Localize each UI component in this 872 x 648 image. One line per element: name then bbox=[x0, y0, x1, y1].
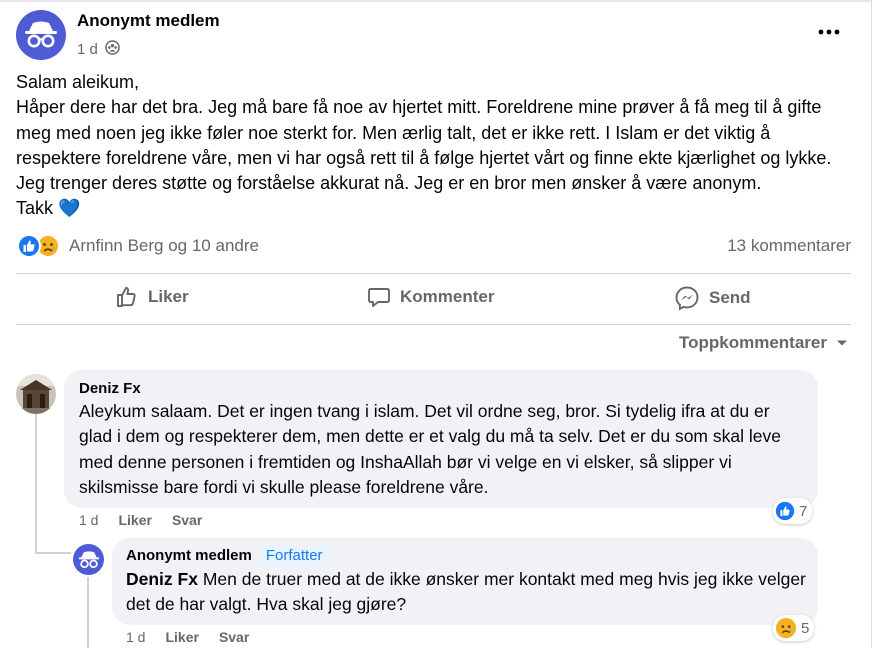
author-badge: Forfatter bbox=[261, 545, 328, 566]
thumbs-up-icon bbox=[115, 285, 139, 309]
reaction-count: 5 bbox=[801, 619, 810, 637]
post-paragraph: Takk 💙 bbox=[16, 198, 81, 219]
send-label: Send bbox=[709, 288, 751, 307]
incognito-icon bbox=[78, 551, 100, 569]
comment-like-button[interactable]: Liker bbox=[118, 512, 152, 528]
comment-bubble-icon bbox=[367, 285, 391, 309]
post-paragraph: Håper dere har det bra. Jeg må bare få noe av hjertet mitt. Foreldrene mine prøver å få meg til å gifte meg med noen jeg ikke føler noe sterkt for. Men ærlig talt, det er ikke rett. I Islam er det viktig å respektere foreldrene våre, men vi har også rett til å følge hjertet vårt og finne ekte kjærlighet og lykke. Jeg trenger deres støtte og forståelse akkurat nå. Jeg er en bror men ønsker å være anonym. bbox=[16, 97, 832, 194]
comment-reply-button[interactable]: Svar bbox=[171, 512, 203, 528]
divider bbox=[16, 324, 851, 325]
reply-like-button[interactable]: Liker bbox=[165, 629, 199, 645]
reaction-names[interactable]: Arnfinn Berg og 10 andre bbox=[69, 236, 259, 255]
post-meta bbox=[77, 40, 120, 59]
post-time[interactable]: 1 d bbox=[77, 41, 98, 58]
comment-button[interactable] bbox=[367, 285, 494, 309]
post-author[interactable]: Anonymt medlem bbox=[77, 11, 220, 30]
top-border bbox=[0, 0, 872, 2]
sad-reaction-icon bbox=[775, 617, 797, 639]
reply-reaction-count[interactable] bbox=[773, 615, 814, 641]
reply-header bbox=[126, 545, 328, 566]
reaction-count: 7 bbox=[799, 502, 808, 520]
incognito-icon bbox=[24, 21, 58, 49]
like-button[interactable] bbox=[115, 285, 189, 309]
reply-body: Men de truer med at de ikke ønsker mer kontakt med meg hvis jeg ikke velger det de har valgt. Hva skal jeg gjøre? bbox=[126, 569, 806, 615]
messenger-icon bbox=[674, 285, 700, 311]
thread-line bbox=[87, 577, 89, 648]
comment-reaction-count[interactable] bbox=[773, 498, 812, 524]
more-options-button[interactable] bbox=[817, 22, 841, 42]
profile-photo bbox=[16, 374, 56, 414]
more-dots-icon bbox=[818, 29, 840, 35]
commenter-avatar[interactable] bbox=[16, 374, 56, 414]
reply-time[interactable]: 1 d bbox=[126, 629, 146, 645]
comment-sort-dropdown[interactable] bbox=[679, 333, 848, 353]
post-body bbox=[16, 70, 854, 222]
post-paragraph: Salam aleikum, bbox=[16, 72, 140, 92]
group-icon bbox=[105, 40, 120, 59]
anonymous-avatar[interactable] bbox=[16, 10, 66, 60]
sort-label: Toppkommentarer bbox=[679, 333, 827, 352]
like-label: Liker bbox=[148, 287, 189, 306]
thread-line bbox=[35, 414, 37, 552]
mention-link[interactable]: Deniz Fx bbox=[126, 569, 198, 589]
anonymous-avatar[interactable] bbox=[73, 544, 104, 575]
divider bbox=[16, 273, 851, 274]
caret-down-icon bbox=[836, 339, 848, 347]
comment-count[interactable]: 13 kommentarer bbox=[727, 236, 851, 255]
like-reaction-icon bbox=[17, 234, 41, 258]
send-button[interactable] bbox=[674, 285, 751, 311]
comment-actions bbox=[79, 512, 202, 528]
comment-author[interactable]: Deniz Fx bbox=[79, 380, 141, 397]
reply-author[interactable]: Anonymt medlem bbox=[126, 547, 252, 564]
reply-text bbox=[126, 567, 806, 618]
thread-branch bbox=[35, 552, 71, 554]
comment-label: Kommenter bbox=[400, 287, 495, 306]
reply-reply-button[interactable]: Svar bbox=[218, 629, 250, 645]
comment-time[interactable]: 1 d bbox=[79, 512, 99, 528]
like-reaction-icon bbox=[775, 501, 795, 521]
comment-text: Aleykum salaam. Det er ingen tvang i islam. Det vil ordne seg, bror. Si tydelig ifra at du er glad i dem og respekterer dem, men dette er et valg du må ta selv. Det er du som skal leve med denne personen i fremtiden og InshaAllah bør vi velge en vi elsker, så slipper vi skilsmisse bare fordi vi skulle please foreldrene våre. bbox=[79, 401, 781, 497]
reaction-summary[interactable] bbox=[17, 234, 259, 258]
reply-actions bbox=[126, 629, 249, 645]
